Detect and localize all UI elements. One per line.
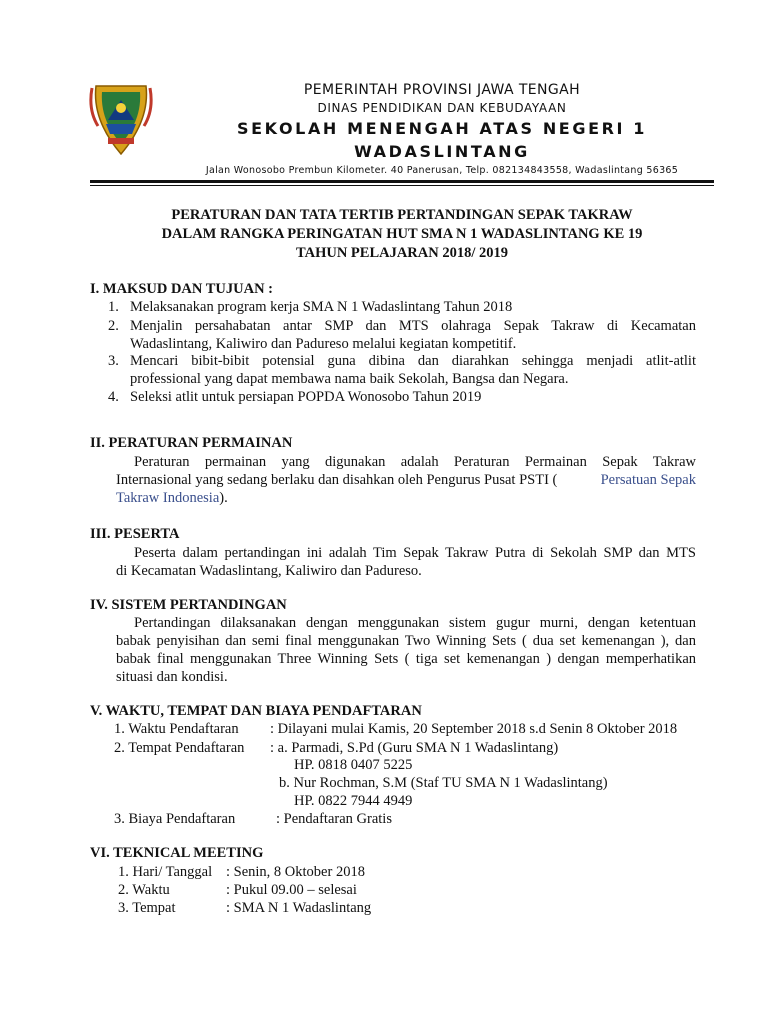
document-title-line-3: TAHUN PELAJARAN 2018/ 2019 (296, 245, 508, 261)
list-item-text: Menjalin persahabatan antar SMP dan MTS olahraga Sepak Takraw di Kecamatan (130, 318, 696, 334)
list-item-text: professional yang dapat membawa nama baik Sekolah, Bangsa dan Negara. (130, 371, 569, 387)
detail-value: : Dilayani mulai Kamis, 20 September 2018 s.d Senin 8 Oktober 2018 (270, 721, 678, 737)
provincial-emblem-icon (88, 80, 154, 158)
paragraph-line: Pertandingan dilaksanakan dengan menggunakan sistem gugur murni, dengan ketentuan (134, 615, 696, 631)
section-heading: II. PERATURAN PERMAINAN (90, 435, 293, 451)
paragraph-line (116, 472, 696, 489)
paragraph-line: Peraturan permainan yang digunakan adalah Peraturan Permainan Sepak Takraw (134, 454, 696, 470)
letterhead-address: Jalan Wonosobo Prembun Kilometer. 40 Panerusan, Telp. 082134843558, Wadaslintang 56365 (205, 165, 679, 176)
detail-value: b. Nur Rochman, S.M (Staf TU SMA N 1 Wadaslintang) (279, 775, 608, 791)
letterhead-line-4: WADASLINTANG (354, 142, 530, 161)
section-heading: VI. TEKNICAL MEETING (90, 845, 264, 861)
section-heading: III. PESERTA (90, 526, 180, 542)
list-item-number: 2. (108, 318, 119, 334)
letterhead-line-3: SEKOLAH MENENGAH ATAS NEGERI 1 (237, 119, 647, 138)
detail-label: 1. Waktu Pendaftaran (114, 721, 239, 737)
list-item-text: Melaksanakan program kerja SMA N 1 Wadaslintang Tahun 2018 (130, 299, 513, 315)
detail-label: 1. Hari/ Tanggal (118, 864, 213, 880)
paragraph-text: Internasional yang sedang berlaku dan disahkan oleh Pengurus Pusat PSTI ( (116, 472, 558, 488)
paragraph-link-text: Takraw Indonesia (116, 490, 220, 506)
paragraph-link-text: Persatuan Sepak (600, 472, 696, 488)
document-title-line-1: PERATURAN DAN TATA TERTIB PERTANDINGAN SEPAK TAKRAW (171, 207, 633, 223)
list-item-text: Seleksi atlit untuk persiapan POPDA Wonosobo Tahun 2019 (130, 389, 482, 405)
detail-value: : Senin, 8 Oktober 2018 (226, 864, 365, 880)
section-heading: V. WAKTU, TEMPAT DAN BIAYA PENDAFTARAN (90, 703, 422, 719)
detail-value: : Pendaftaran Gratis (276, 811, 392, 827)
list-item-number: 1. (108, 299, 119, 315)
letterhead-divider-thick (90, 180, 714, 183)
document-title-line-2: DALAM RANGKA PERINGATAN HUT SMA N 1 WADASLINTANG KE 19 (161, 226, 643, 242)
section-heading: I. MAKSUD DAN TUJUAN : (90, 281, 273, 297)
paragraph-line: babak final menggunakan Three Winning Sets ( tiga set kemenangan ) dengan memperhatikan (116, 651, 696, 667)
detail-value: : SMA N 1 Wadaslintang (226, 900, 372, 916)
detail-label: 2. Waktu (118, 882, 170, 898)
paragraph-line: di Kecamatan Wadaslintang, Kaliwiro dan Padureso. (116, 563, 422, 579)
paragraph-line: situasi dan kondisi. (116, 669, 228, 685)
detail-label: 2. Tempat Pendaftaran (114, 740, 245, 756)
detail-value: HP. 0822 7944 4949 (294, 793, 413, 809)
letterhead-divider-thin (90, 185, 714, 186)
list-item-text: Mencari bibit-bibit potensial guna dibina dan diarahkan sehingga menjadi atlit-atlit (130, 353, 696, 369)
paragraph-line: babak penyisihan dan semi final menggunakan Two Winning Sets ( dua set kemenangan ), dan (116, 633, 696, 649)
list-item-number: 3. (108, 353, 119, 369)
section-heading: IV. SISTEM PERTANDINGAN (90, 597, 287, 613)
detail-value: HP. 0818 0407 5225 (294, 757, 413, 773)
list-item-text: Wadaslintang, Kaliwiro dan Padureso melalui kegiatan kompetitif. (130, 336, 517, 352)
paragraph-text: ). (219, 490, 228, 506)
paragraph-line: Peserta dalam pertandingan ini adalah Tim Sepak Takraw Putra di Sekolah SMP dan MTS (134, 545, 696, 561)
detail-value: : Pukul 09.00 – selesai (226, 882, 357, 898)
letterhead-line-1: PEMERINTAH PROVINSI JAWA TENGAH (303, 82, 581, 98)
list-item-number: 4. (108, 389, 119, 405)
detail-value: : a. Parmadi, S.Pd (Guru SMA N 1 Wadaslintang) (270, 740, 559, 756)
detail-label: 3. Tempat (118, 900, 176, 916)
detail-label: 3. Biaya Pendaftaran (114, 811, 236, 827)
letterhead-line-2: DINAS PENDIDIKAN DAN KEBUDAYAAN (317, 101, 567, 115)
paragraph-line (116, 490, 228, 507)
